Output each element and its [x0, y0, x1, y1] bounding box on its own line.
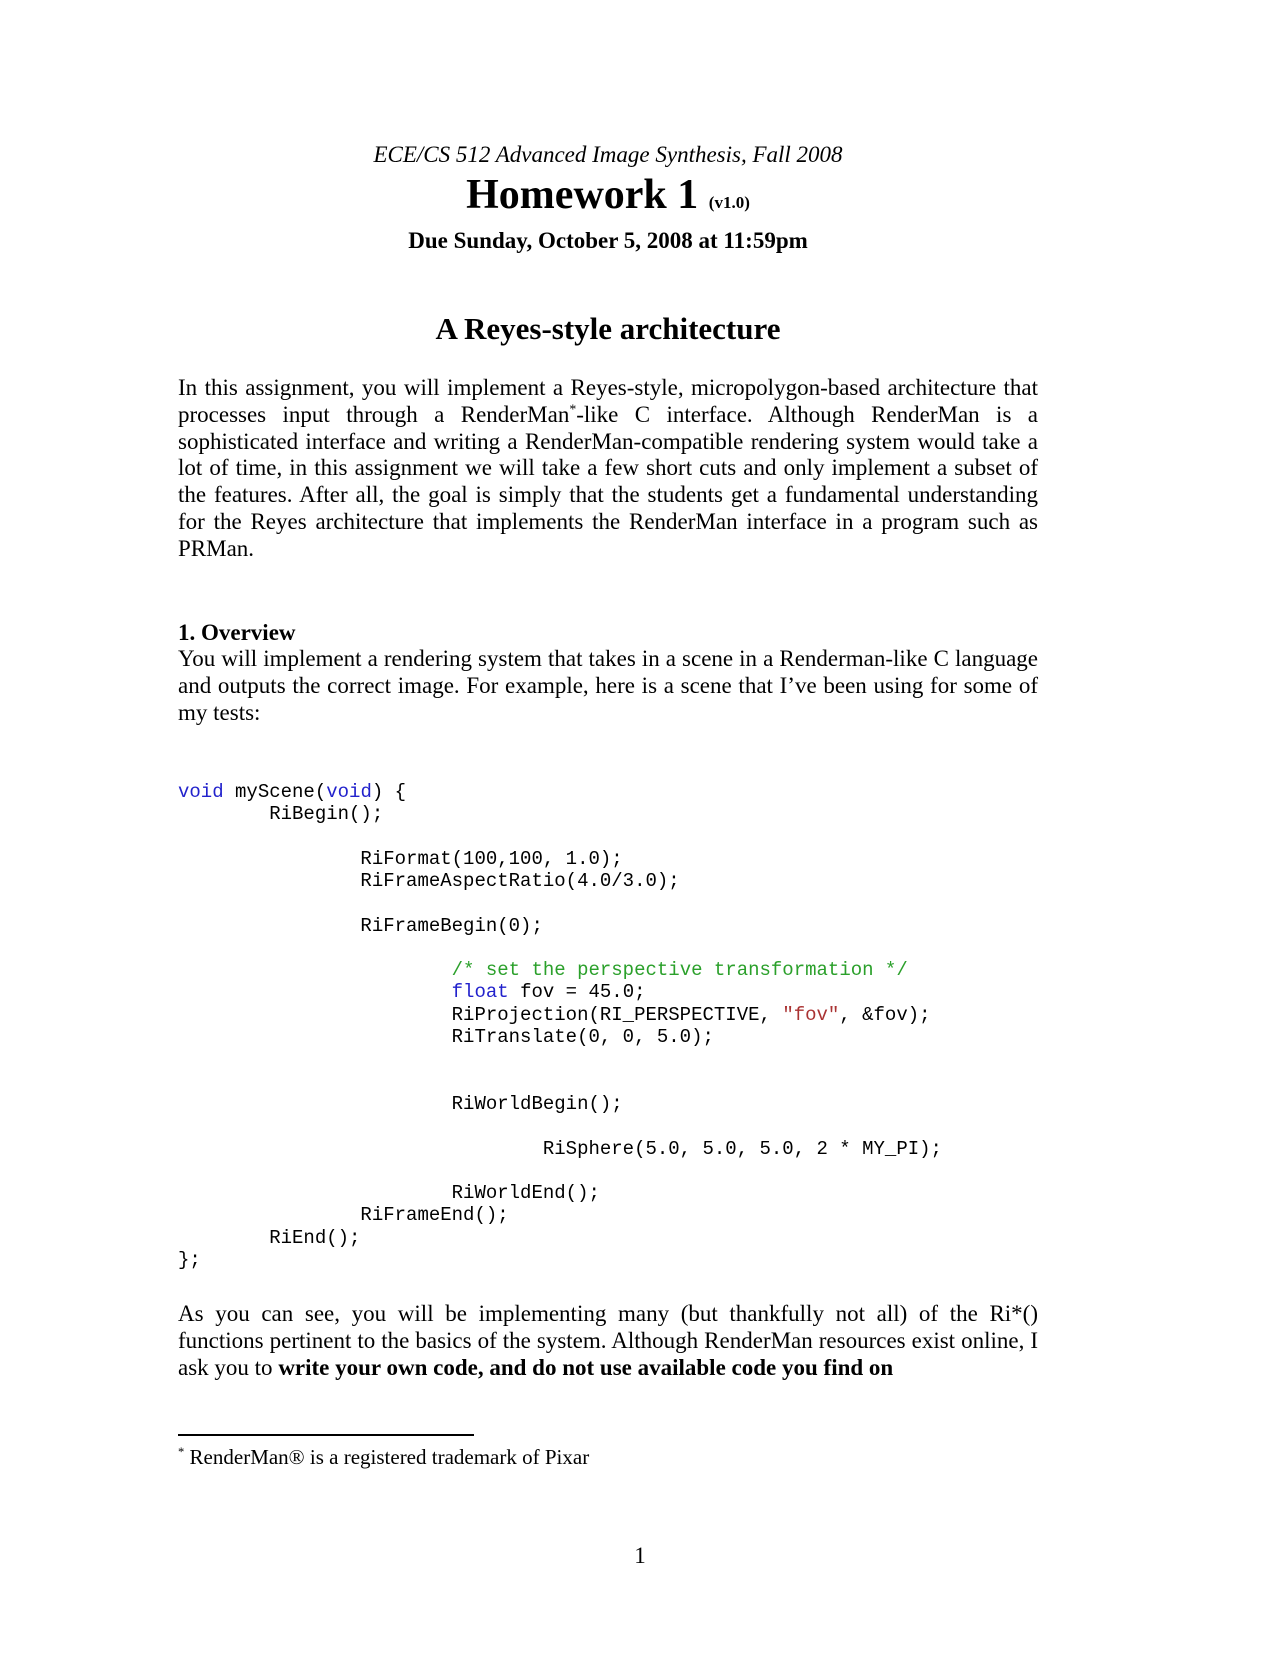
homework-version: (v1.0) [708, 193, 750, 212]
code-line [178, 1160, 1038, 1182]
code-line [178, 1071, 1038, 1093]
code-line: RiTranslate(0, 0, 5.0); [178, 1026, 714, 1049]
section-title: A Reyes-style architecture [435, 311, 781, 346]
footnote-body: RenderMan® is a registered trademark of Pixar [184, 1444, 590, 1469]
code-line: RiProjection(RI_PERSPECTIVE, "fov", &fov); [178, 1003, 931, 1026]
code-line: RiFormat(100,100, 1.0); [178, 847, 623, 870]
code-line: RiSphere(5.0, 5.0, 5.0, 2 * MY_PI); [178, 1137, 942, 1160]
overview-heading: 1. Overview [178, 619, 296, 645]
code-line: RiWorldEnd(); [178, 1182, 600, 1205]
code-line [178, 892, 1038, 914]
code-line: /* set the perspective transformation */ [451, 959, 908, 982]
due-date-line: Due Sunday, October 5, 2008 at 11:59pm [408, 228, 808, 253]
code-line: }; [178, 1249, 201, 1271]
code-line: float fov = 45.0; [451, 981, 646, 1004]
course-header: ECE/CS 512 Advanced Image Synthesis, Fall 2008 [373, 142, 843, 167]
code-line: RiBegin(); [178, 803, 384, 826]
code-line: void myScene(void) { [178, 780, 407, 803]
code-line [178, 1048, 1038, 1070]
homework-title [178, 171, 1038, 227]
closing-text-bold: write your own code, and do not use available code you find on [278, 1354, 894, 1380]
code-line [178, 825, 1038, 847]
code-line [178, 1115, 1038, 1137]
footnote-marker: * [178, 1444, 185, 1459]
intro-text-after-marker: -like C interface. Although RenderMan is a sophisticated interface and writing a RenderMan-compatible rendering system would take a lot of time, in this assignment we will take a few short cuts and only implement a subset of the features. After all, the goal is simply that the students get a fundamental understanding for the Reyes architecture that implements the RenderMan interface in a program such as PRMan. [178, 401, 1038, 561]
page-number: 1 [634, 1543, 646, 1568]
closing-paragraph [178, 1301, 1038, 1381]
code-line: RiFrameAspectRatio(4.0/3.0); [178, 869, 680, 892]
footnote [178, 1444, 1038, 1470]
intro-text-before-marker: In this assignment, you will implement a Reyes-style, micropolygon-based architecture that processes input through a RenderMan [178, 375, 1038, 427]
overview-paragraph: You will implement a rendering system that takes in a scene in a Renderman-like C language and outputs the correct image. For example, here is a scene that I’ve been using for some of my tests: [178, 646, 1038, 725]
code-line: RiFrameBegin(0); [178, 914, 543, 937]
footnote-marker-reference: * [569, 401, 577, 417]
homework-title-text: Homework 1 [466, 172, 699, 218]
footnote-separator-rule [178, 1434, 474, 1436]
page-content [178, 141, 1038, 1470]
closing-text-normal: As you can see, you will be implementing many (but thankfully not all) of the Ri*() functions pertinent to the basics of the system. Although RenderMan resources exist online, I ask you to [178, 1301, 1038, 1380]
code-block [178, 781, 1038, 1272]
code-line: RiFrameEnd(); [178, 1204, 509, 1227]
code-line: RiEnd(); [178, 1226, 361, 1249]
code-line [178, 937, 1038, 959]
code-line: RiWorldBegin(); [178, 1092, 623, 1115]
intro-paragraph [178, 375, 1038, 563]
